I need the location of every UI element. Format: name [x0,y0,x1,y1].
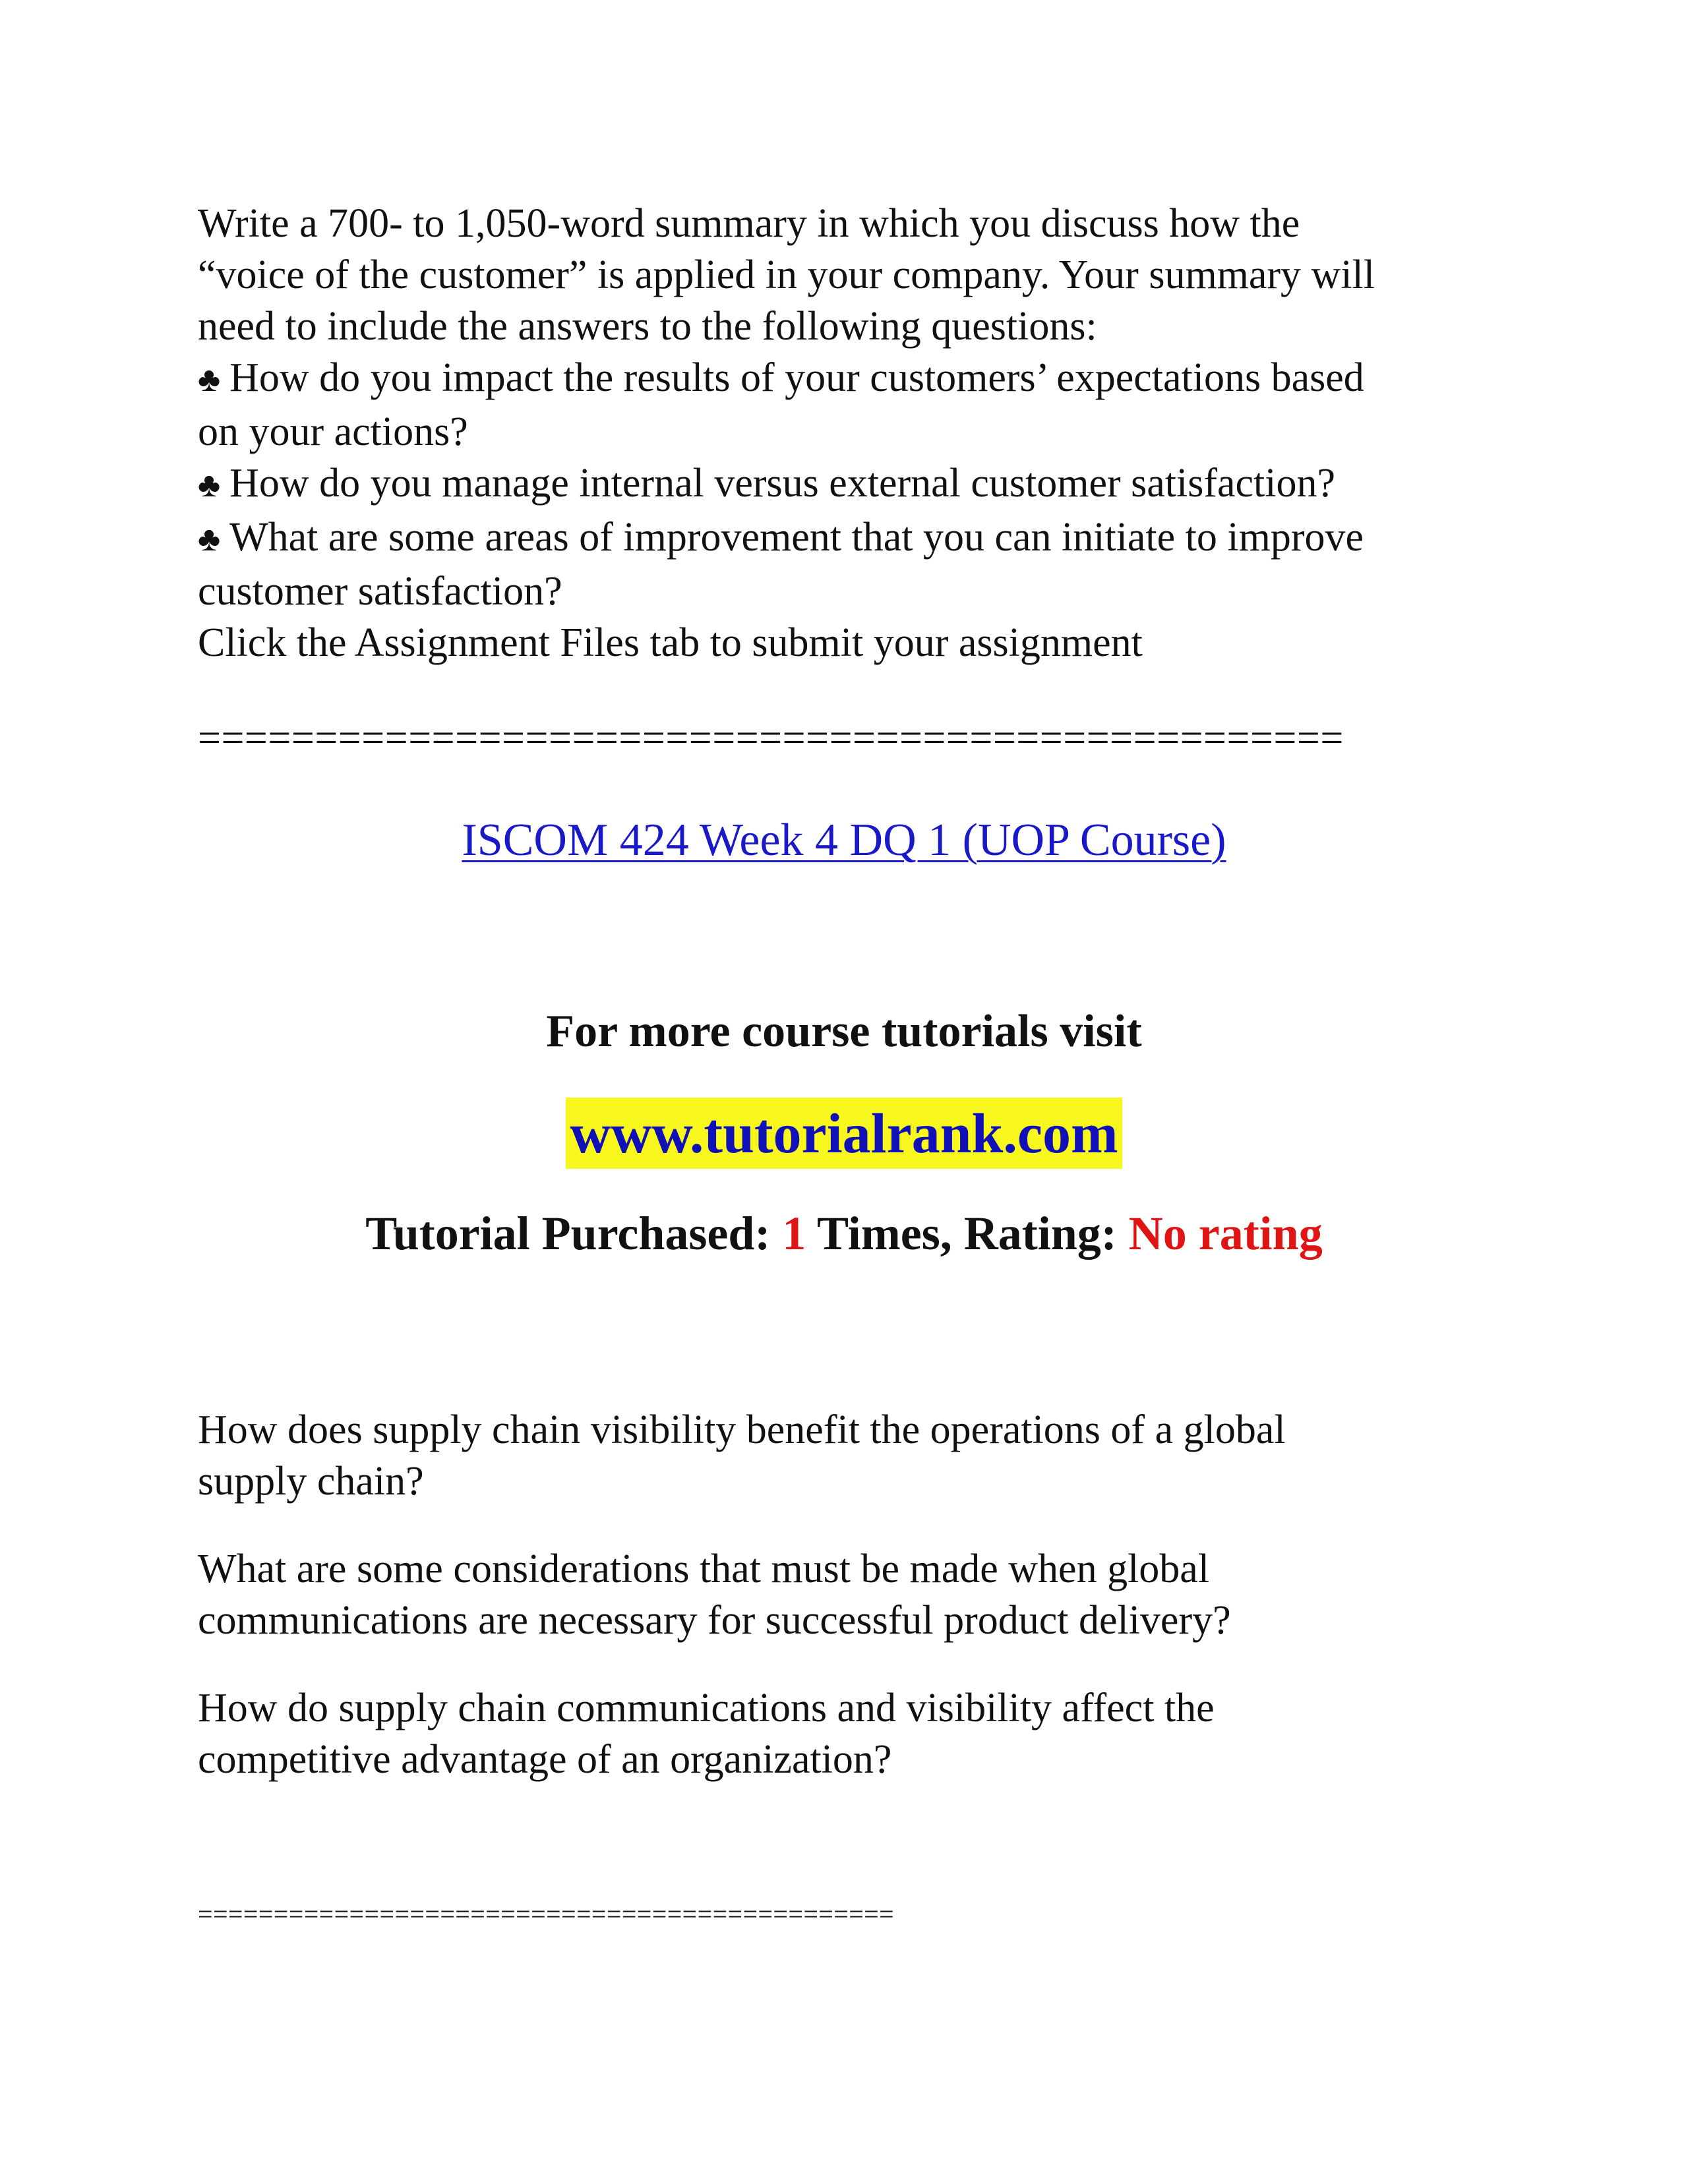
club-bullet-icon: ♣ [198,467,221,504]
question-line: What are some considerations that must be made when global [198,1547,1210,1591]
question-item [198,1682,1517,1785]
course-link[interactable]: ISCOM 424 Week 4 DQ 1 (UOP Course) [462,815,1226,866]
discussion-questions [198,1404,1517,1821]
rating-value: No rating [1128,1207,1323,1260]
bullet-item [198,352,1517,406]
instruction-line: Write a 700- to 1,050-word summary in which you discuss how the [198,201,1300,246]
question-item [198,1404,1517,1507]
question-line: competitive advantage of an organization? [198,1737,892,1782]
purchase-count: 1 [782,1207,806,1260]
question-item [198,1543,1517,1646]
bullet-text: What are some areas of improvement that you can initiate to improve [229,515,1364,560]
question-line: How do supply chain communications and visibility affect the [198,1686,1215,1730]
site-url-link[interactable]: www.tutorialrank.com [566,1098,1122,1169]
purchase-label: Tutorial Purchased: [365,1207,783,1260]
closing-instruction: Click the Assignment Files tab to submit your assignment [198,620,1143,665]
instruction-line: need to include the answers to the following questions: [198,304,1097,349]
bullet-continuation: on your actions? [198,409,468,454]
club-bullet-icon: ♣ [198,361,221,399]
club-bullet-icon: ♣ [198,521,221,558]
tutorials-heading: For more course tutorials visit [546,1006,1142,1057]
rating-label: Times, Rating: [806,1207,1129,1260]
bullet-item [198,512,1517,566]
bullet-text: How do you impact the results of your customers’ expectations based [229,355,1364,400]
bullet-item [198,457,1517,512]
site-url-row [0,1098,1688,1169]
question-line: How does supply chain visibility benefit the operations of a global [198,1407,1286,1452]
separator-bottom: ============================================== [198,1899,895,1929]
separator-top: ================================================= [198,716,1344,761]
bullet-text: How do you manage internal versus external customer satisfaction? [229,461,1336,506]
course-link-row [0,814,1688,867]
assignment-instructions [198,198,1517,668]
bullet-continuation: customer satisfaction? [198,569,562,614]
instruction-line: “voice of the customer” is applied in your company. Your summary will [198,252,1375,297]
purchase-info [0,1206,1688,1261]
question-line: communications are necessary for successful product delivery? [198,1598,1231,1643]
question-line: supply chain? [198,1459,424,1504]
